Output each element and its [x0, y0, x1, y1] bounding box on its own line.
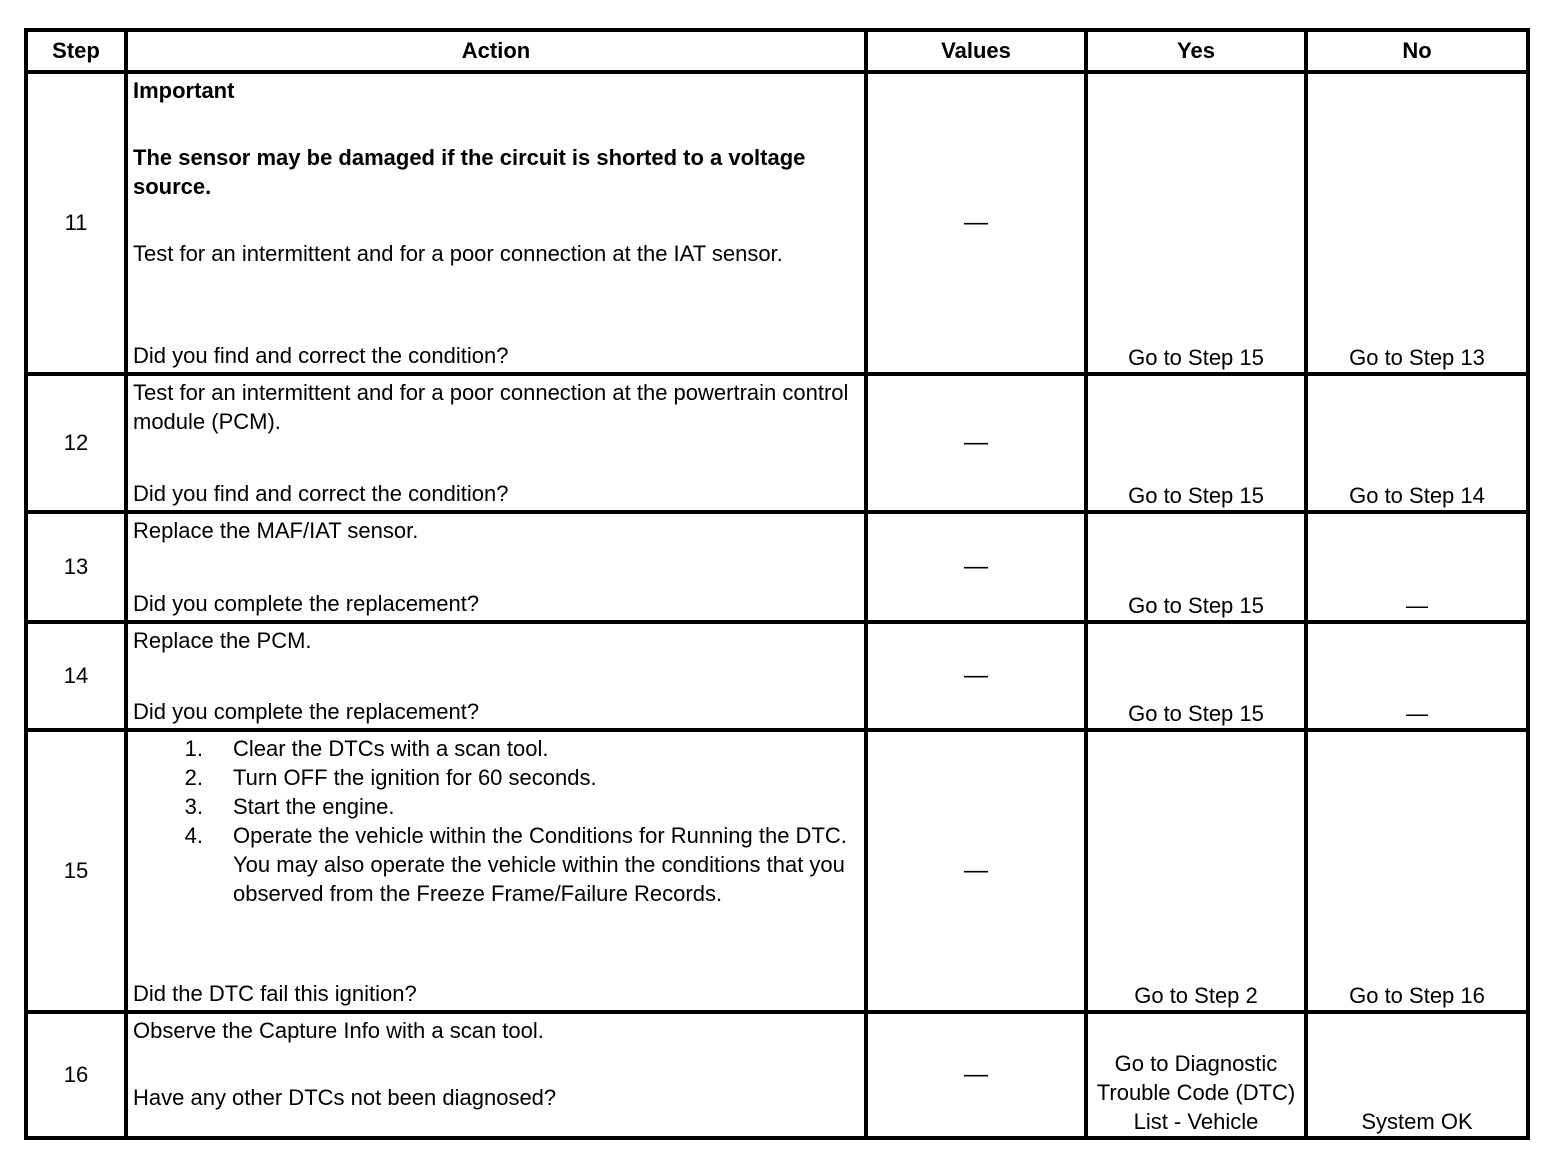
- important-text: The sensor may be damaged if the circuit is shorted to a voltage source.: [133, 145, 806, 199]
- table-row-step-16: [26, 1012, 1528, 1138]
- step-number: 12: [26, 374, 126, 512]
- table-row-step-14: [26, 622, 1528, 730]
- action-cell: [126, 730, 866, 1012]
- step-number: 16: [26, 1012, 126, 1138]
- no-cell: Go to Step 16: [1306, 730, 1528, 1012]
- header-action: Action: [126, 30, 866, 72]
- question-text: Did you complete the replacement?: [133, 699, 480, 724]
- list-item-number: 1.: [184, 736, 203, 761]
- step-number: 15: [26, 730, 126, 1012]
- yes-cell: Go to Step 15: [1086, 72, 1306, 374]
- values-cell: —: [866, 1012, 1086, 1138]
- question-text: Did you find and correct the condition?: [133, 343, 509, 368]
- yes-cell: Go to Step 15: [1086, 512, 1306, 622]
- list-item: [133, 821, 850, 908]
- action-cell: [126, 1012, 866, 1138]
- no-cell: Go to Step 14: [1306, 374, 1528, 512]
- action-text: Test for an intermittent and for a poor connection at the IAT sensor.: [133, 241, 783, 266]
- list-item: [133, 763, 850, 792]
- table-row-step-11: [26, 72, 1528, 374]
- yes-cell: Go to Step 15: [1086, 374, 1306, 512]
- list-item-number: 2.: [184, 765, 203, 790]
- header-yes: Yes: [1086, 30, 1306, 72]
- question-text: Did you find and correct the condition?: [133, 481, 509, 506]
- step-number: 11: [26, 72, 126, 374]
- no-cell: Go to Step 13: [1306, 72, 1528, 374]
- diagnostic-table: [24, 28, 1530, 1140]
- header-step: Step: [26, 30, 126, 72]
- list-item-number: 3.: [184, 794, 203, 819]
- action-text: Replace the PCM.: [133, 628, 312, 653]
- yes-cell: Go to Step 15: [1086, 622, 1306, 730]
- header-no: No: [1306, 30, 1528, 72]
- list-item-text: Turn OFF the ignition for 60 seconds.: [233, 765, 597, 790]
- action-text: Observe the Capture Info with a scan tool.: [133, 1018, 544, 1043]
- list-item-number: 4.: [184, 823, 203, 848]
- no-cell: System OK: [1306, 1012, 1528, 1138]
- action-cell: [126, 512, 866, 622]
- no-cell: —: [1306, 622, 1528, 730]
- question-text: Have any other DTCs not been diagnosed?: [133, 1085, 557, 1110]
- action-cell: [126, 374, 866, 512]
- values-cell: —: [866, 512, 1086, 622]
- action-text: Replace the MAF/IAT sensor.: [133, 518, 419, 543]
- yes-cell: Go to Step 2: [1086, 730, 1306, 1012]
- values-cell: —: [866, 374, 1086, 512]
- header-row: [26, 30, 1528, 72]
- values-cell: —: [866, 72, 1086, 374]
- action-cell: [126, 72, 866, 374]
- question-text: Did the DTC fail this ignition?: [133, 981, 417, 1006]
- table-row-step-13: [26, 512, 1528, 622]
- table-row-step-12: [26, 374, 1528, 512]
- values-cell: —: [866, 622, 1086, 730]
- table-row-step-15: [26, 730, 1528, 1012]
- list-item-text: Clear the DTCs with a scan tool.: [233, 736, 549, 761]
- action-text: Test for an intermittent and for a poor connection at the powertrain control module (PCM).: [133, 380, 849, 434]
- header-values: Values: [866, 30, 1086, 72]
- procedure-list: [133, 734, 850, 908]
- step-number: 13: [26, 512, 126, 622]
- list-item-text: Start the engine.: [233, 794, 395, 819]
- yes-cell: Go to Diagnostic Trouble Code (DTC) List - Vehicle: [1086, 1012, 1306, 1138]
- list-item-text: Operate the vehicle within the Conditions for Running the DTC. You may also operate the vehicle within the conditions that you observed from the Freeze Frame/Failure Records.: [233, 823, 847, 906]
- step-number: 14: [26, 622, 126, 730]
- question-text: Did you complete the replacement?: [133, 591, 480, 616]
- values-cell: —: [866, 730, 1086, 1012]
- action-cell: [126, 622, 866, 730]
- list-item: [133, 734, 850, 763]
- no-cell: —: [1306, 512, 1528, 622]
- list-item: [133, 792, 850, 821]
- important-label: Important: [133, 78, 235, 103]
